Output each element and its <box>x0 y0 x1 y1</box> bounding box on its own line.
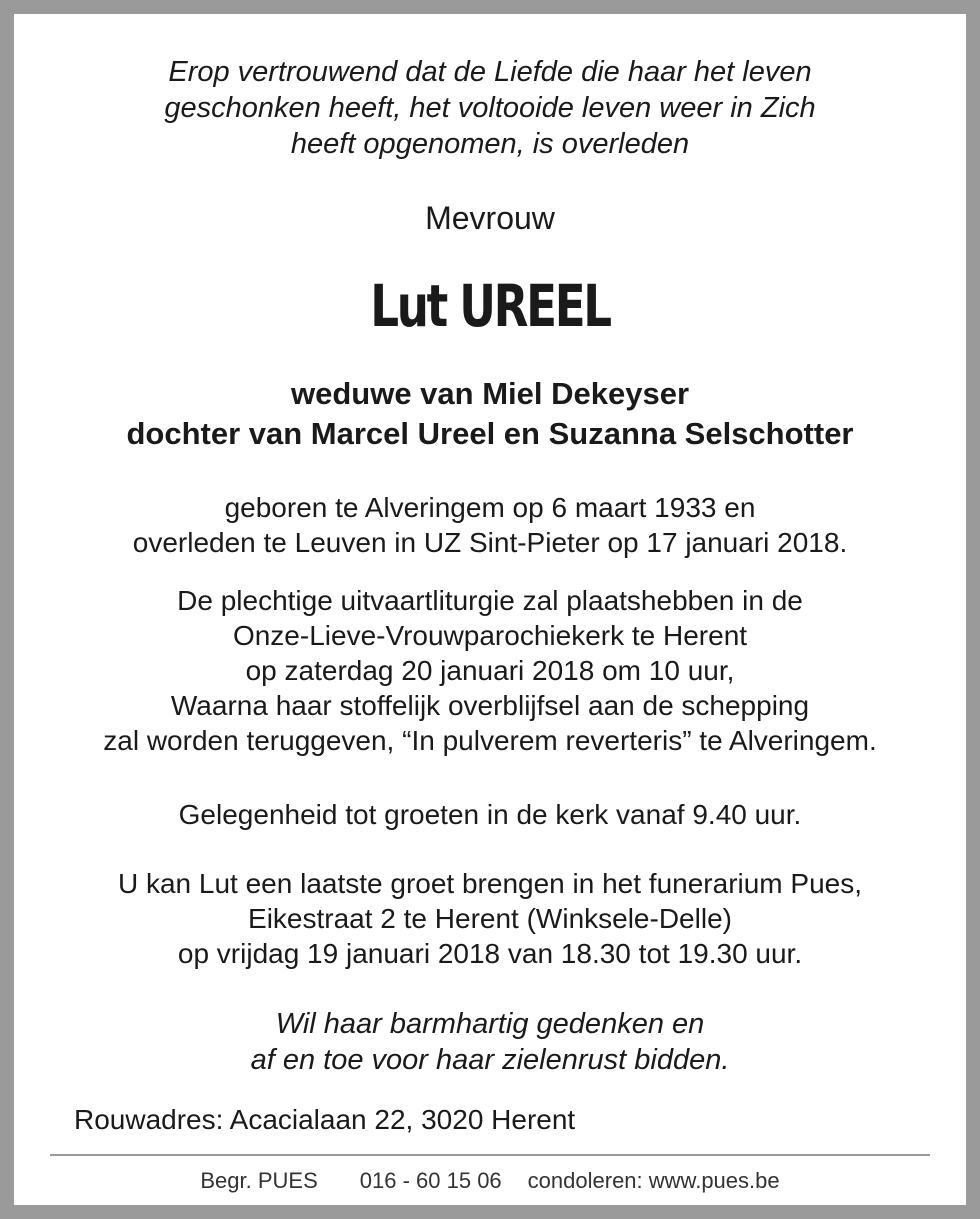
phone-number: 016 - 60 15 06 <box>359 1168 502 1193</box>
mourning-address: Rouwadres: Acacialaan 22, 3020 Herent <box>74 1104 576 1135</box>
relation-parents: dochter van Marcel Ureel en Suzanna Selschotter <box>126 416 854 451</box>
deceased-name: Lut UREEL <box>370 272 610 340</box>
intro-line: heeft opgenomen, is overleden <box>290 128 690 160</box>
visitation-text <box>28 866 952 971</box>
divider <box>50 1154 930 1156</box>
funeral-line: De plechtige uitvaartliturgie zal plaatshebben in de <box>177 585 803 616</box>
footer <box>28 1166 952 1196</box>
relation-spouse: weduwe van Miel Dekeyser <box>290 376 690 411</box>
prayer-line: Wil haar barmhartig gedenken en <box>275 1008 705 1040</box>
visitation-line: U kan Lut een laatste groet brengen in het funerarium Pues, <box>117 868 863 899</box>
funeral-line: Onze-Lieve-Vrouwparochiekerk te Herent <box>232 620 748 651</box>
funeral-line: op zaterdag 20 januari 2018 om 10 uur, <box>245 655 735 686</box>
visitation-line: op vrijdag 19 januari 2018 van 18.30 tot 19.30 uur. <box>177 938 803 969</box>
visitation-line: Eikestraat 2 te Herent (Winksele-Delle) <box>248 903 732 934</box>
relations <box>28 374 952 454</box>
funeral-text <box>28 583 952 758</box>
prayer-text <box>28 1006 952 1078</box>
intro-line: Erop vertrouwend dat de Liefde die haar het leven <box>168 56 812 88</box>
intro-line: geschonken heeft, het voltooide leven weer in Zich <box>164 92 816 124</box>
condolence-website[interactable]: condoleren: www.pues.be <box>527 1168 780 1193</box>
salutation: Mevrouw <box>425 200 555 236</box>
death-line: overleden te Leuven in UZ Sint-Pieter op 17 januari 2018. <box>132 527 848 558</box>
birth-death-text <box>28 490 952 560</box>
birth-line: geboren te Alveringem op 6 maart 1933 en <box>224 492 756 523</box>
intro-text <box>28 54 952 162</box>
greeting-text: Gelegenheid tot groeten in de kerk vanaf 9.40 uur. <box>178 799 802 830</box>
funeral-line: Waarna haar stoffelijk overblijfsel aan de schepping <box>170 690 810 721</box>
prayer-line: af en toe voor haar zielenrust bidden. <box>250 1044 730 1076</box>
undertaker-name: Begr. PUES <box>200 1168 318 1193</box>
funeral-line: zal worden teruggeven, “In pulverem reverteris” te Alveringem. <box>103 725 877 756</box>
